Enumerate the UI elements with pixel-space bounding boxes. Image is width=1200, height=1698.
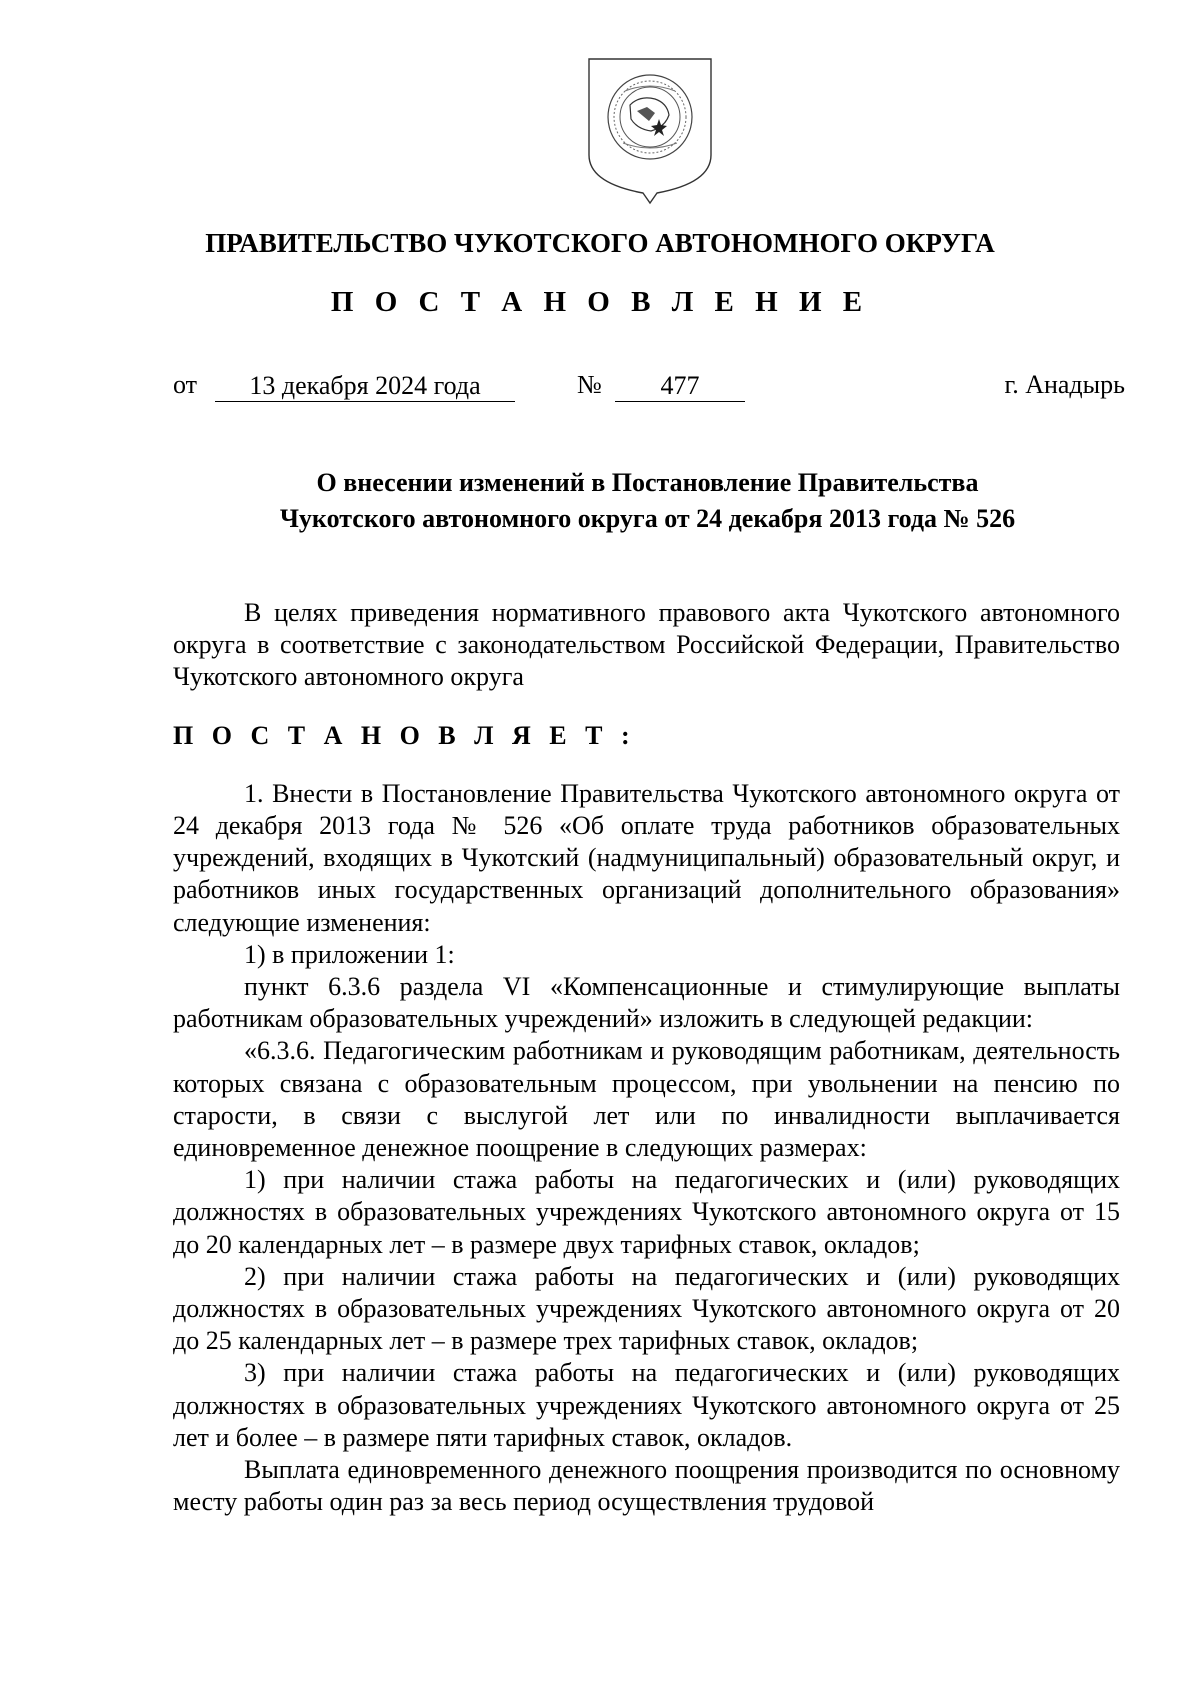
document-body	[173, 597, 1120, 1518]
resolves-heading: П О С Т А Н О В Л Я Е Т :	[173, 720, 636, 750]
body-paragraph: 1) при наличии стажа работы на педагогических и (или) руководящих должностях в образовательных учреждениях Чукотского автономного округа от 15 до 20 календарных лет – в размере двух тарифных ставок, окладов;	[173, 1165, 1120, 1259]
document-date: 13 декабря 2024 года	[215, 370, 515, 402]
city: г. Анадырь	[1004, 370, 1125, 399]
coat-of-arms-emblem	[585, 55, 715, 205]
document-subject	[170, 465, 1125, 537]
body-paragraph: пункт 6.3.6 раздела VI «Компенсационные и стимулирующие выплаты работникам образовательных учреждений» изложить в следующей редакции:	[173, 972, 1120, 1034]
document-number: 477	[615, 370, 745, 402]
document-type: П О С Т А Н О В Л Е Н И Е	[330, 286, 870, 318]
date-number-line	[0, 370, 1200, 410]
body-paragraph: 1. Внести в Постановление Правительства Чукотского автономного округа от 24 декабря 2013 года № 526 «Об оплате труда работников образовательных учреждений, входящих в Чукотский (надмуниципальный) образовательный округ, и работников иных государственных организаций дополнительного образования» следующие изменения:	[173, 778, 1120, 937]
body-paragraph: 2) при наличии стажа работы на педагогических и (или) руководящих должностях в образовательных учреждениях Чукотского автономного округа от 20 до 25 календарных лет – в размере трех тарифных ставок, окладов;	[173, 1261, 1120, 1356]
number-prefix: №	[577, 370, 602, 399]
body-paragraph: Выплата единовременного денежного поощрения производится по основному месту работы один раз за весь период осуществления трудовой	[173, 1455, 1120, 1517]
body-paragraph: «6.3.6. Педагогическим работникам и руководящим работникам, деятельность которых связана с образовательным процессом, при увольнении на пенсию по старости, в связи с выслугой лет или по инвалидности выплачивается единовременное денежное поощрение в следующих размерах:	[173, 1036, 1120, 1163]
body-paragraph: 1) в приложении 1:	[244, 939, 455, 969]
organization-title: ПРАВИТЕЛЬСТВО ЧУКОТСКОГО АВТОНОМНОГО ОКРУГА	[205, 228, 995, 258]
preamble: В целях приведения нормативного правового акта Чукотского автономного округа в соответствие с законодательством Российской Федерации, Правительство Чукотского автономного округа	[173, 598, 1120, 692]
body-paragraph: 3) при наличии стажа работы на педагогических и (или) руководящих должностях в образовательных учреждениях Чукотского автономного округа от 25 лет и более – в размере пяти тарифных ставок, окладов.	[173, 1358, 1120, 1452]
subject-line-2: Чукотского автономного округа от 24 декабря 2013 года № 526	[279, 504, 1016, 533]
date-prefix: от	[173, 370, 198, 399]
subject-line-1: О внесении изменений в Постановление Правительства	[316, 468, 979, 497]
